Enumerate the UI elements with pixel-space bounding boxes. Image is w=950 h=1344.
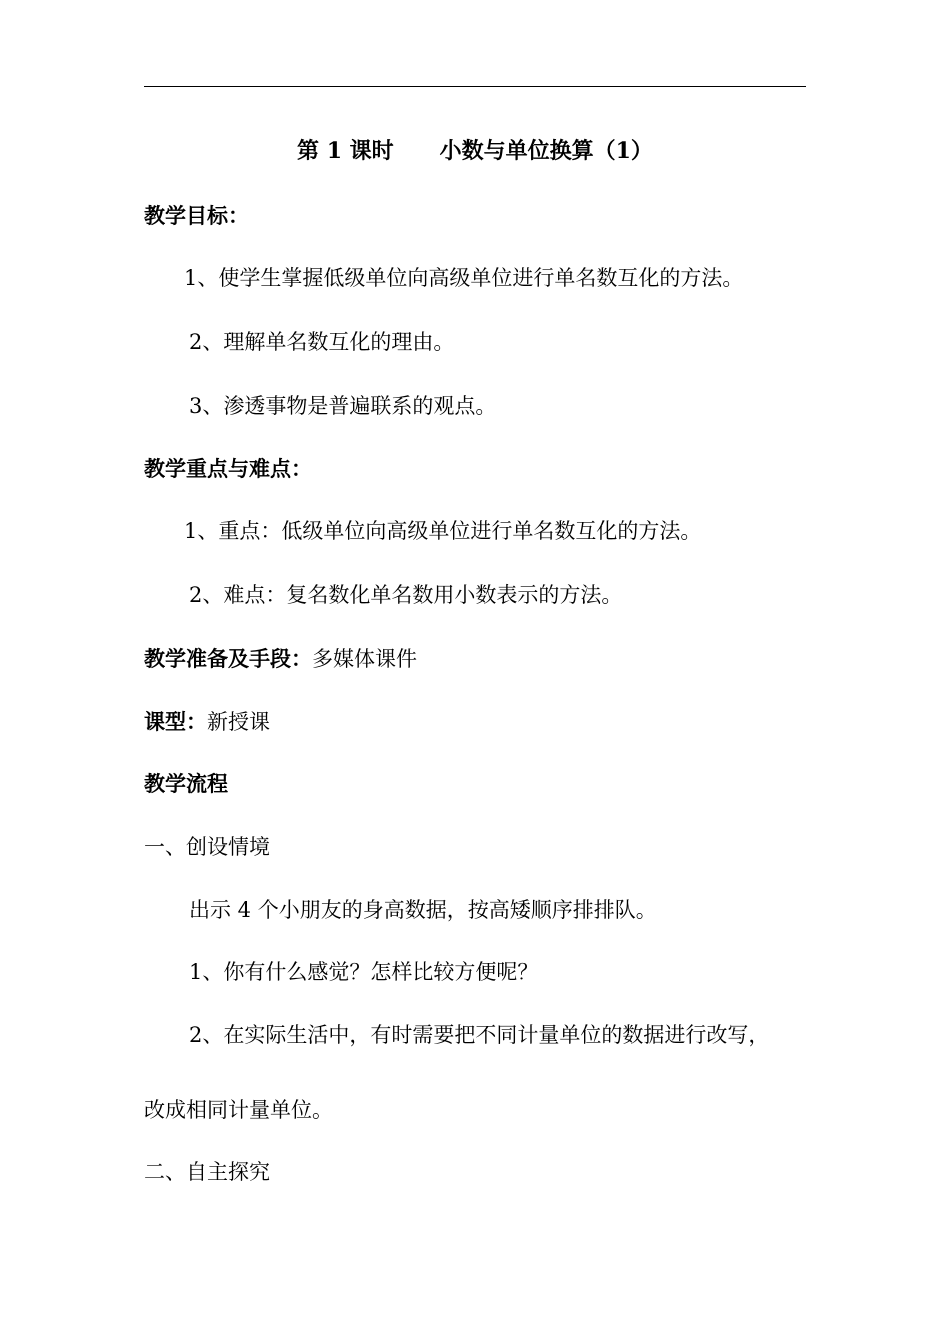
section1-item-2-continued: 改成相同计量单位。 [144, 1098, 333, 1122]
flow-heading: 教学流程 [144, 771, 228, 796]
preparation-line [144, 645, 417, 673]
page-title: 第 1 课时 小数与单位换算（1） [297, 138, 653, 164]
preparation-label: 教学准备及手段： [144, 646, 312, 671]
objective-item-2: 2、理解单名数互化的理由。 [189, 330, 455, 354]
key-points-heading: 教学重点与难点： [144, 456, 312, 481]
section1-heading: 一、创设情境 [144, 835, 270, 859]
objective-item-3: 3、渗透事物是普遍联系的观点。 [189, 394, 497, 418]
section1-item-2: 2、在实际生活中，有时需要把不同计量单位的数据进行改写， [189, 1023, 770, 1047]
preparation-value: 多媒体课件 [312, 647, 417, 671]
section1-item-1: 1、你有什么感觉？怎样比较方便呢？ [189, 960, 539, 984]
objective-item-1: 1、使学生掌握低级单位向高级单位进行单名数互化的方法。 [184, 266, 744, 290]
section2-heading: 二、自主探究 [144, 1160, 270, 1184]
lesson-type-value: 新授课 [207, 710, 270, 734]
key-point-item-1: 1、重点：低级单位向高级单位进行单名数互化的方法。 [184, 519, 702, 543]
header-rule [144, 86, 806, 87]
lesson-type-label: 课型： [144, 709, 207, 734]
key-point-item-2: 2、难点：复名数化单名数用小数表示的方法。 [189, 583, 623, 607]
lesson-type-line [144, 708, 270, 736]
section1-intro: 出示 4 个小朋友的身高数据，按高矮顺序排排队。 [189, 898, 657, 922]
objectives-heading: 教学目标： [144, 203, 249, 228]
